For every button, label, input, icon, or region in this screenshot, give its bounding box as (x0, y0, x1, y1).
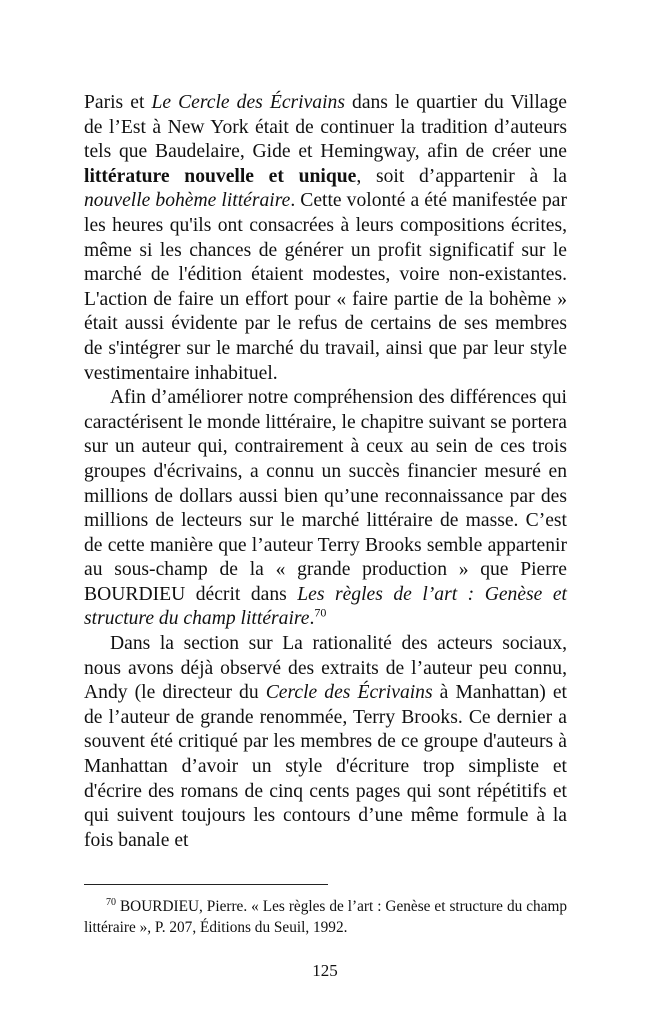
footnote-text: BOURDIEU, Pierre. « Les règles de l’art : Genèse et structure du champ littéraire », P. 207, Éditions du Seuil, 1992. (84, 898, 567, 936)
text-segment: littérature nouvelle et unique (84, 165, 357, 187)
text-segment: Paris et (84, 92, 152, 113)
text-segment: Cercle des Écrivains (265, 682, 433, 704)
main-text (84, 91, 567, 853)
text-segment: . (309, 608, 315, 630)
footnote-separator (84, 884, 328, 885)
paragraph-3 (84, 632, 567, 853)
text-segment: à Manhattan) et de l’auteur de grande renommée, Terry Brooks. Ce dernier a souvent été critiqué par les membres de ce groupe d'auteurs à Manhattan d’avoir un style d'écriture trop simpliste et d'écrire des romans de cinq cents pages qui sont répétitifs et qui suivent toujours les contours d’une même formule à la fois banale et (84, 682, 567, 851)
text-segment: Afin d’améliorer notre compréhension des différences qui caractérisent le monde littéraire, le chapitre suivant se portera sur un auteur qui, contrairement à ceux au sein de ces trois groupes d'écrivains, a connu un succès financier mesuré en millions de dollars aussi bien qu’une reconnaissance par des millions de lecteurs sur le marché littéraire de masse. C’est de cette manière que l’auteur Terry Brooks semble appartenir au sous-champ de la « grande production » que Pierre BOURDIEU décrit dans (84, 387, 567, 605)
footnote-number: 70 (106, 896, 116, 908)
text-segment: Dans la section sur La rationalité des acteurs sociaux, nous avons déjà observé des extraits de l’auteur peu connu, Andy (le directeur du (84, 633, 567, 704)
paragraph-2 (84, 386, 567, 632)
footnote-reference: 70 (314, 605, 327, 620)
page-number: 125 (312, 961, 338, 980)
paragraph-1 (84, 91, 567, 386)
text-segment: , soit d’appartenir à la (356, 165, 567, 187)
footnote (84, 896, 567, 938)
text-segment: nouvelle bohème littéraire (84, 190, 291, 212)
footnote-body (84, 896, 567, 938)
text-segment: Les règles de l’art : Genèse et structure du champ littéraire (84, 583, 567, 630)
text-segment: . Cette volonté a été manifestée par les heures qu'ils ont consacrées à leurs compositions écrites, même si les chances de générer un profit significatif sur le marché de l'édition étaient modestes, voire non-existantes. L'action de faire un effort pour « faire partie de la bohème » était aussi évidente par le refus de certains de ses membres de s'intégrer sur le marché du travail, ainsi que par leur style vestimentaire inhabituel. (84, 190, 568, 384)
text-segment: dans le quartier du Village de l’Est à New York était de continuer la tradition d’auteurs tels que Baudelaire, Gide et Hemingway, afin de créer une (84, 92, 567, 163)
text-segment: Le Cercle des Écrivains (151, 92, 345, 113)
